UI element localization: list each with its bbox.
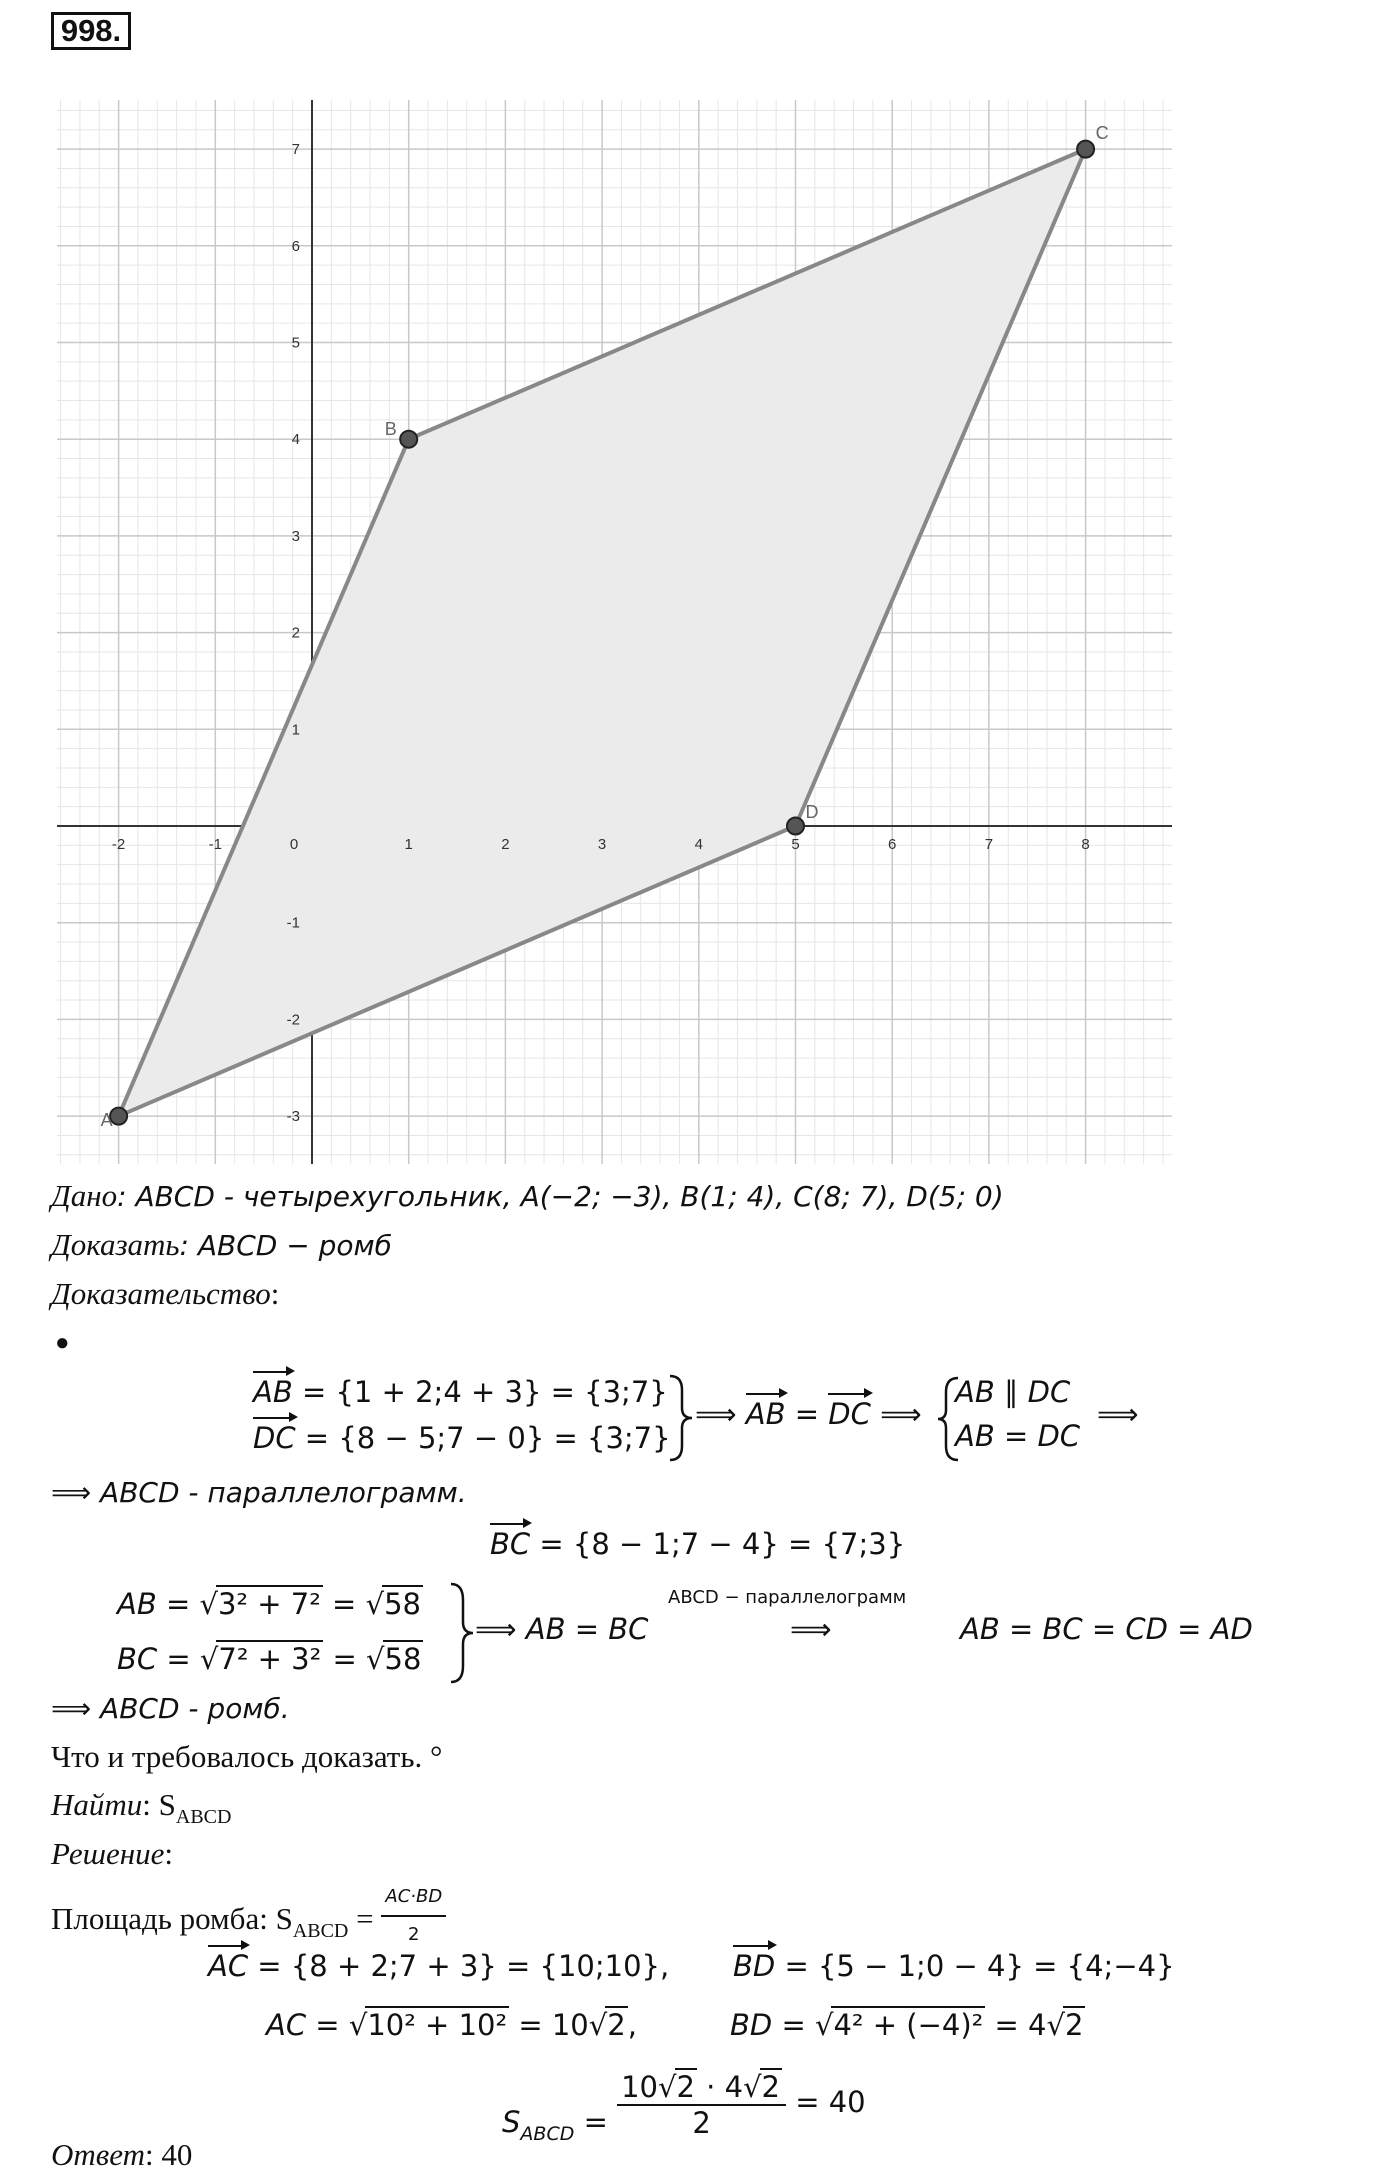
prove-line xyxy=(51,1227,392,1264)
parallelogram-conclusion: ⟹ ABCD - параллелограмм. xyxy=(51,1476,467,1509)
all-sides-equal: AB = BC = CD = AD xyxy=(960,1612,1253,1646)
y-tick-label: 4 xyxy=(291,431,300,449)
implication-vectors-equal: ⟹ AB = DC ⟹ xyxy=(695,1397,922,1431)
implication-ab-bc: ⟹ AB = BC xyxy=(475,1612,649,1646)
y-tick-label: 1 xyxy=(291,721,300,739)
vector-ab-line xyxy=(253,1375,668,1409)
x-tick-label: 6 xyxy=(888,836,897,853)
system-equal: AB = DC xyxy=(955,1419,1081,1453)
y-tick-label: -3 xyxy=(286,1108,300,1126)
parallelogram-note: ABCD − параллелограмм xyxy=(668,1587,907,1608)
x-tick-label: 4 xyxy=(694,836,703,853)
right-brace-2 xyxy=(447,1580,477,1686)
point-d xyxy=(787,818,804,835)
y-tick-label: 3 xyxy=(291,527,300,545)
implication-arrow-2: ⟹ xyxy=(790,1612,832,1646)
y-tick-label: -2 xyxy=(286,1011,300,1029)
area-formula: Площадь ромба: $S_{ABCD}$ = $\frac{AC\cdot BD}{2}$ xyxy=(51,1885,446,1959)
y-tick-label: -1 xyxy=(286,914,300,932)
area-denominator: 2 xyxy=(408,1924,420,1945)
length-ab: AB = √3² + 7² = √58 xyxy=(117,1587,421,1621)
length-bd: BD = √4² + (−4)² = 4√2 xyxy=(730,2008,1084,2042)
problem-number: 998. xyxy=(51,12,131,50)
point-label-c: C xyxy=(1095,123,1109,144)
given-label: Дано xyxy=(51,1178,118,1213)
qed-line: Что и требовалось доказать. ° xyxy=(51,1739,443,1774)
prove-label: Доказать xyxy=(51,1227,180,1262)
proof-line xyxy=(51,1276,279,1312)
vector-dc-eq: DC xyxy=(828,1397,871,1431)
x-tick-label: 5 xyxy=(791,836,800,853)
vector-ab-eq: AB xyxy=(745,1397,786,1431)
y-tick-label: 6 xyxy=(291,237,300,255)
vector-dc-line xyxy=(253,1421,671,1455)
proof-colon: : xyxy=(270,1276,280,1311)
area-result: $S_{ABCD}$ = $\frac{10√2 \cdot 4√2}{2}$ = 40 xyxy=(502,2070,866,2145)
answer-line: Ответ: 40 xyxy=(51,2137,193,2172)
x-tick-label: 1 xyxy=(404,836,413,853)
point-b xyxy=(400,431,417,448)
length-ac: AC = √10² + 10² = 10√2, xyxy=(266,2008,637,2042)
rhombus-conclusion: ⟹ ABCD - ромб. xyxy=(51,1692,290,1725)
y-tick-label: 7 xyxy=(291,141,300,159)
implication-arrow: ⟹ xyxy=(1097,1397,1139,1431)
vector-bd: BD xyxy=(733,1949,776,1983)
system-parallel: AB ∥ DC xyxy=(955,1375,1071,1409)
vector-ab-value: = {1 + 2;4 + 3} = {3;7} xyxy=(292,1375,668,1409)
solution-line: Решение: xyxy=(51,1836,173,1871)
prove-body: : ABCD − ромб xyxy=(179,1229,392,1262)
x-tick-label: 7 xyxy=(984,836,994,853)
y-tick-label: 2 xyxy=(291,624,300,642)
given-line xyxy=(51,1178,1004,1215)
area-numerator: AC·BD xyxy=(381,1879,446,1917)
x-tick-label: 3 xyxy=(597,836,607,853)
x-tick-label: -1 xyxy=(208,836,222,853)
vector-bd-line: BD = {5 − 1;0 − 4} = {4;−4} xyxy=(733,1949,1175,1983)
vector-dc-value: = {8 − 5;7 − 0} = {3;7} xyxy=(295,1421,671,1455)
proof-label: Доказательство xyxy=(51,1276,271,1311)
vector-bc: BC xyxy=(490,1527,531,1561)
point-label-b: B xyxy=(384,419,397,440)
x-tick-label: 0 xyxy=(289,836,299,853)
right-brace-1 xyxy=(666,1372,696,1464)
point-c xyxy=(1077,141,1094,158)
point-label-d: D xyxy=(805,802,819,822)
vector-bc-value: = {8 − 1;7 − 4} = {7;3} xyxy=(530,1527,906,1561)
find-line: Найти: $S_{ABCD}$ xyxy=(51,1787,232,1828)
x-tick-label: -2 xyxy=(111,836,126,853)
vector-bc-line xyxy=(490,1527,905,1561)
vector-dc: DC xyxy=(253,1421,296,1455)
vector-ac: AC xyxy=(208,1949,249,1983)
given-body: : ABCD - четырехугольник, A(−2; −3), B(1; 4), C(8; 7), D(5; 0) xyxy=(117,1180,1004,1213)
length-bc: BC = √7² + 3² = √58 xyxy=(117,1642,422,1676)
vector-ab: AB xyxy=(253,1375,293,1409)
x-tick-label: 2 xyxy=(501,836,510,853)
point-a xyxy=(110,1108,127,1125)
point-label-a: A xyxy=(100,1110,113,1131)
y-tick-label: 5 xyxy=(291,334,300,352)
vector-ac-line: AC = {8 + 2;7 + 3} = {10;10}, xyxy=(208,1949,670,1983)
bullet: ● xyxy=(55,1330,70,1356)
x-tick-label: 8 xyxy=(1081,836,1090,853)
